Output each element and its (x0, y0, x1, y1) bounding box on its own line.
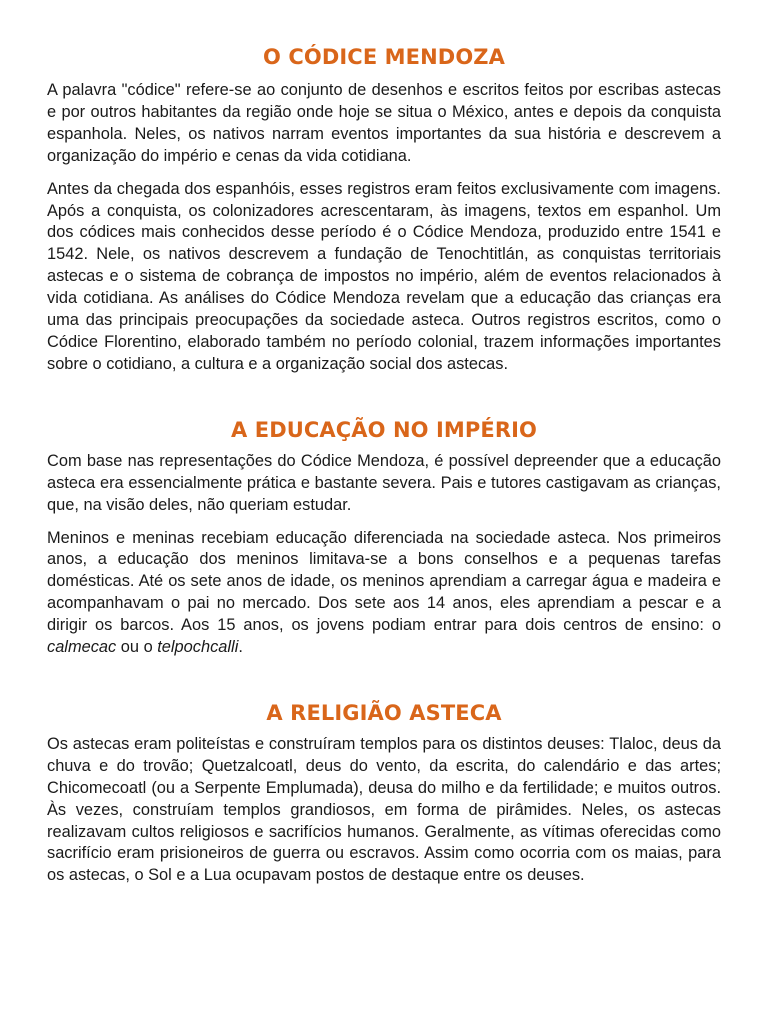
term-calmecac: calmecac (47, 638, 117, 657)
paragraph-educacao-meninos (47, 528, 721, 659)
document-page (47, 38, 721, 887)
paragraph-codice-history: Antes da chegada dos espanhóis, esses registros eram feitos exclusivamente com imagens. Após a conquista, os colonizadores acrescentaram, às imagens, textos em espanhol. Um dos códices mais conhecidos desse período é o Códice Mendoza, produzido entre 1541 e 1542. Nele, os nativos descrevem a fundação de Tenochtitlán, as conquistas territoriais astecas e o sistema de cobrança de impostos no império, além de eventos relacionados à vida cotidiana. As análises do Códice Mendoza revelam que a educação das crianças era uma das principais preocupações da sociedade asteca. Outros registros escritos, como o Códice Florentino, elaborado também no período colonial, trazem informações importantes sobre o cotidiano, a cultura e a organização social dos astecas. (47, 179, 721, 373)
paragraph-educacao-pratica: Com base nas representações do Códice Mendoza, é possível depreender que a educação asteca era essencialmente prática e bastante severa. Pais e tutores castigavam as crianças, que, na visão deles, não queriam estudar. (47, 451, 721, 514)
paragraph-codice-definition: A palavra "códice" refere-se ao conjunto de desenhos e escritos feitos por escribas astecas e por outros habitantes da região onde hoje se situa o México, antes e depois da conquista espanhola. Neles, os nativos narram eventos importantes da sua história e descrevem a organização do império e cenas da vida cotidiana. (47, 81, 721, 165)
paragraph-connector: ou o (116, 638, 158, 657)
section-religiao (47, 698, 721, 887)
section-title-codice-mendoza: O CÓDICE MENDOZA (263, 45, 505, 69)
paragraph-end: . (238, 638, 243, 657)
paragraph-text: Meninos e meninas recebiam educação diferenciada na sociedade asteca. Nos primeiros anos, a educação dos meninos limitava-se a bons conselhos e a pequenas tarefas domésticas. Até os sete anos de idade, os meninos aprendiam a carregar água e madeira e acompanhavam o pai no mercado. Dos sete aos 14 anos, eles aprendiam a pescar e a dirigir os barcos. Aos 15 anos, os jovens podiam entrar para dois centros de ensino: o (47, 528, 721, 635)
section-title-religiao: A RELIGIÃO ASTECA (266, 700, 502, 725)
term-telpochcalli: telpochcalli (157, 638, 239, 657)
section-title-educacao: A EDUCAÇÃO NO IMPÉRIO (230, 417, 537, 442)
section-codice-mendoza (47, 42, 721, 376)
paragraph-religiao: Os astecas eram politeístas e construíram templos para os distintos deuses: Tlaloc, deus da chuva e do trovão; Quetzalcoatl, deus do vento, da escrita, do calendário e das artes; Chicomecoatl (ou a Serpente Emplumada), deusa do milho e da fertilidade; e muitos outros. Às vezes, construíam templos grandiosos, em forma de pirâmides. Neles, os astecas realizavam cultos religiosos e sacrifícios humanos. Geralmente, as vítimas oferecidas como sacrifício eram prisioneiros de guerra ou escravos. Assim como ocorria com os maias, para os astecas, o Sol e a Lua ocupavam postos de destaque entre os deuses. (47, 734, 721, 885)
section-educacao (47, 415, 721, 659)
